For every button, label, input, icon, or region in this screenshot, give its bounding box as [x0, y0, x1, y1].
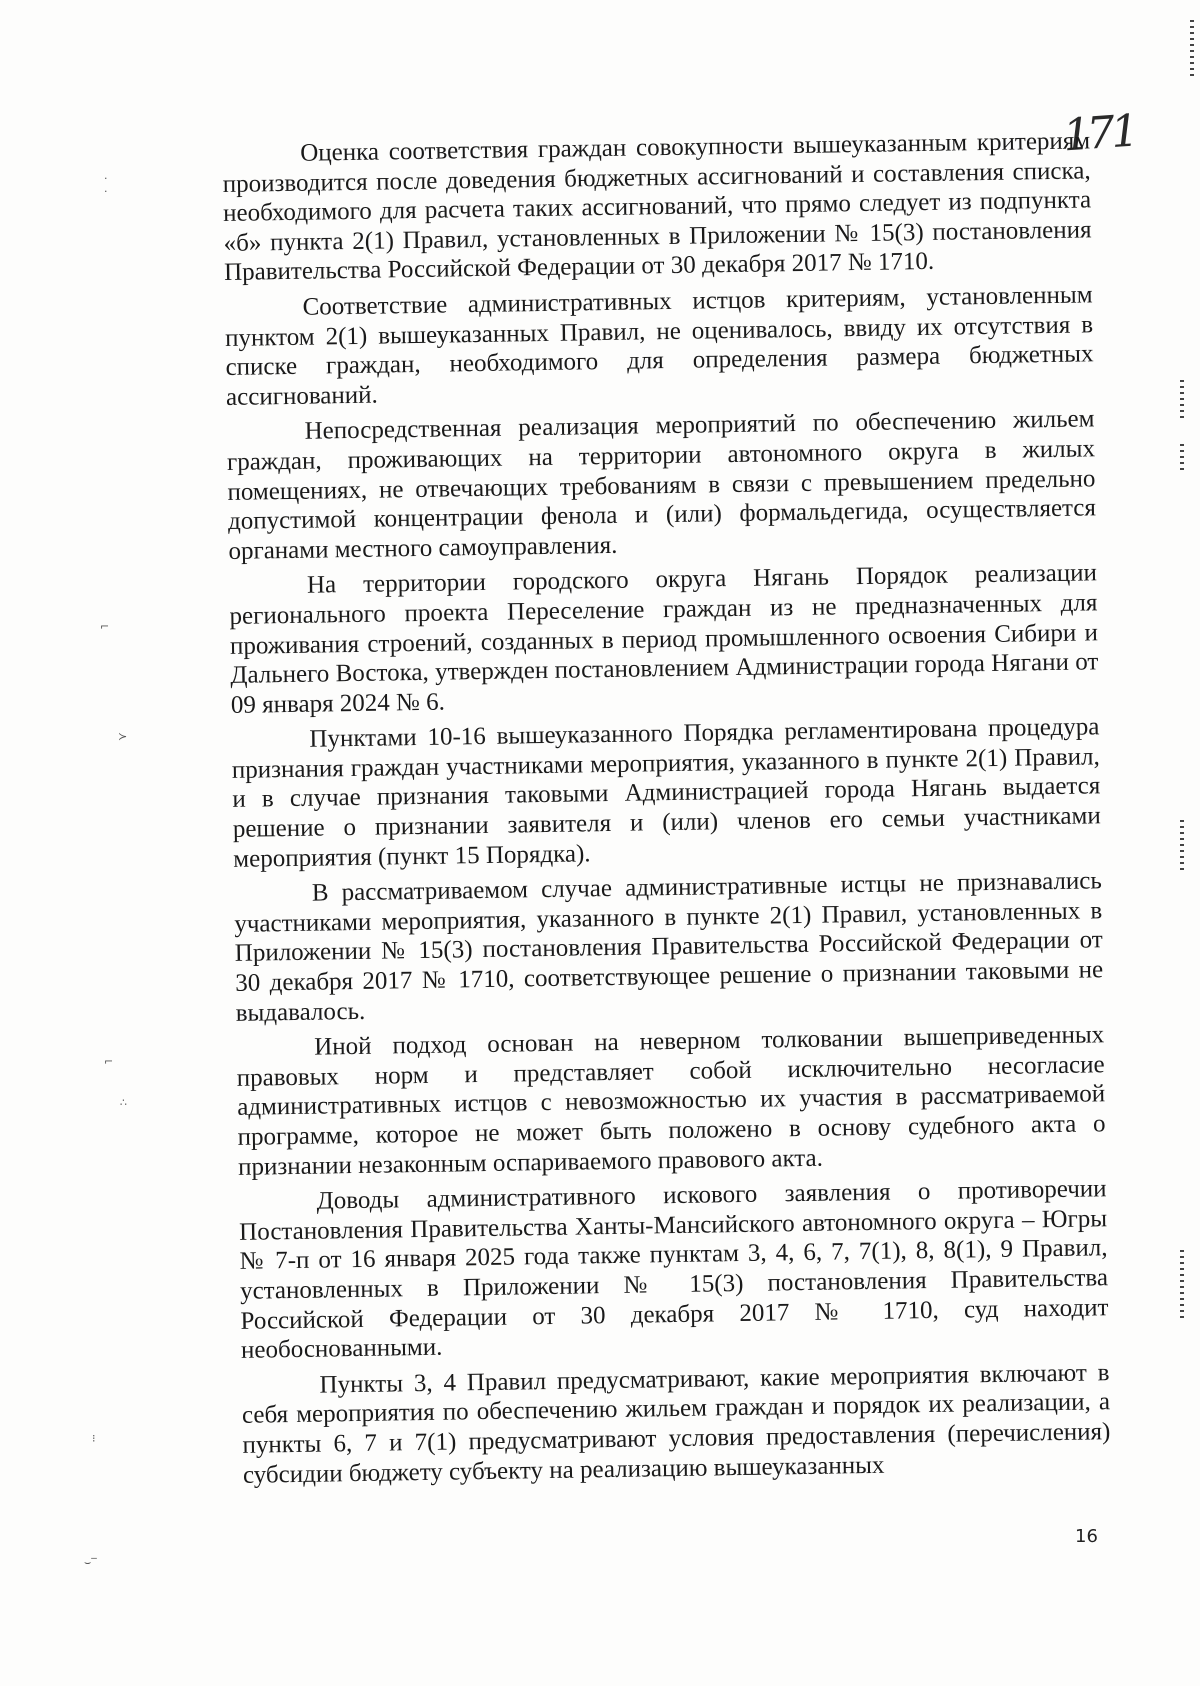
- paragraph: Доводы административного искового заявления о противоречии Постановления Правительства Ханты-Мансийского автономного округа – Югры № 7-п от 16 января 2025 года также пунктам 3, 4, 6, 7, 7(1), 8, 8(1), 9 Правил, установленных в Приложении № 15(3) постановления Правительства Российской Федерации от 30 декабря 2017 № 1710, суд находит необоснованными.: [238, 1175, 1109, 1365]
- scan-edge-artifact: [1180, 444, 1184, 470]
- scan-artifact: ⌐: [100, 620, 110, 633]
- paragraph: Иной подход основан на неверном толковании вышеприведенных правовых норм и представляет собой исключительно несогласие административных истцов с невозможностью их участия в рассматриваемой программе, которое не может быть положено в основу судебного акта о признании незаконным оспариваемого правового акта.: [236, 1021, 1106, 1181]
- scan-edge-artifact: [1180, 1250, 1184, 1320]
- paragraph: Соответствие административных истцов критериям, установленным пунктом 2(1) вышеуказанных Правил, не оценивалось, ввиду их отсутствия в списке граждан, необходимого для определения размера бюджетных ассигнований.: [224, 281, 1094, 411]
- paragraph: Непосредственная реализация мероприятий по обеспечению жильем граждан, проживающих на территории автономного округа в жилых помещениях, не отвечающих требованиям в связи с превышением предельно допустимой концентрации фенола и (или) формальдегида, осуществляется органами местного самоуправления.: [226, 405, 1097, 565]
- scan-edge-artifact: [1190, 20, 1194, 80]
- paragraph: Оценка соответствия граждан совокупности вышеуказанным критериям производится после доведения бюджетных ассигнований и составления списка, необходимого для расчета таких ассигнований, что прямо следует из подпункта «б» пункта 2(1) Правил, установленных в Приложении № 15(3) постановления Правительства Российской Федерации от 30 декабря 2017 № 1710.: [222, 127, 1092, 287]
- document-body: [222, 126, 1111, 1496]
- scan-artifact: ⁝: [92, 1432, 96, 1445]
- paragraph: На территории городского округа Нягань Порядок реализации регионального проекта Переселение граждан из не предназначенных для проживания строений, созданных в период промышленного освоения Сибири и Дальнего Востока, утвержден постановлением Администрации города Нягани от 09 января 2024 № 6.: [229, 559, 1099, 719]
- page-number: 16: [1075, 1526, 1098, 1547]
- scan-artifact: · ·: [104, 172, 108, 198]
- scan-artifact: ⌐: [104, 1055, 114, 1068]
- paragraph: Пункты 3, 4 Правил предусматривают, какие мероприятия включают в себя мероприятия по обеспечению жильем граждан и порядок их реализации, а пункты 6, 7 и 7(1) предусматривают условия предоставления (перечисления) субсидии бюджету субъекту на реализацию вышеуказанных: [241, 1358, 1111, 1489]
- scan-artifact: ⌣‾: [84, 1556, 97, 1569]
- scan-artifact: ∴: [120, 1096, 127, 1109]
- paragraph: Пунктами 10-16 вышеуказанного Порядка регламентирована процедура признания граждан участниками мероприятия, указанного в пункте 2(1) Правил, и в случае признания таковыми Администрацией города Нягань выдается решение о признании заявителя и (или) членов его семьи участниками мероприятия (пункт 15 Порядка).: [231, 713, 1101, 873]
- scan-artifact: ≻: [118, 730, 128, 743]
- scan-edge-artifact: [1180, 380, 1184, 420]
- paragraph: В рассматриваемом случае административные истцы не признавались участниками мероприятия, указанного в пункте 2(1) Правил, установленных в Приложении № 15(3) постановления Правительства Российской Федерации от 30 декабря 2017 № 1710, соответствующее решение о признании таковыми не выдавалось.: [234, 867, 1104, 1027]
- scan-edge-artifact: [1180, 820, 1184, 870]
- handwritten-page-mark: 171: [1061, 105, 1137, 162]
